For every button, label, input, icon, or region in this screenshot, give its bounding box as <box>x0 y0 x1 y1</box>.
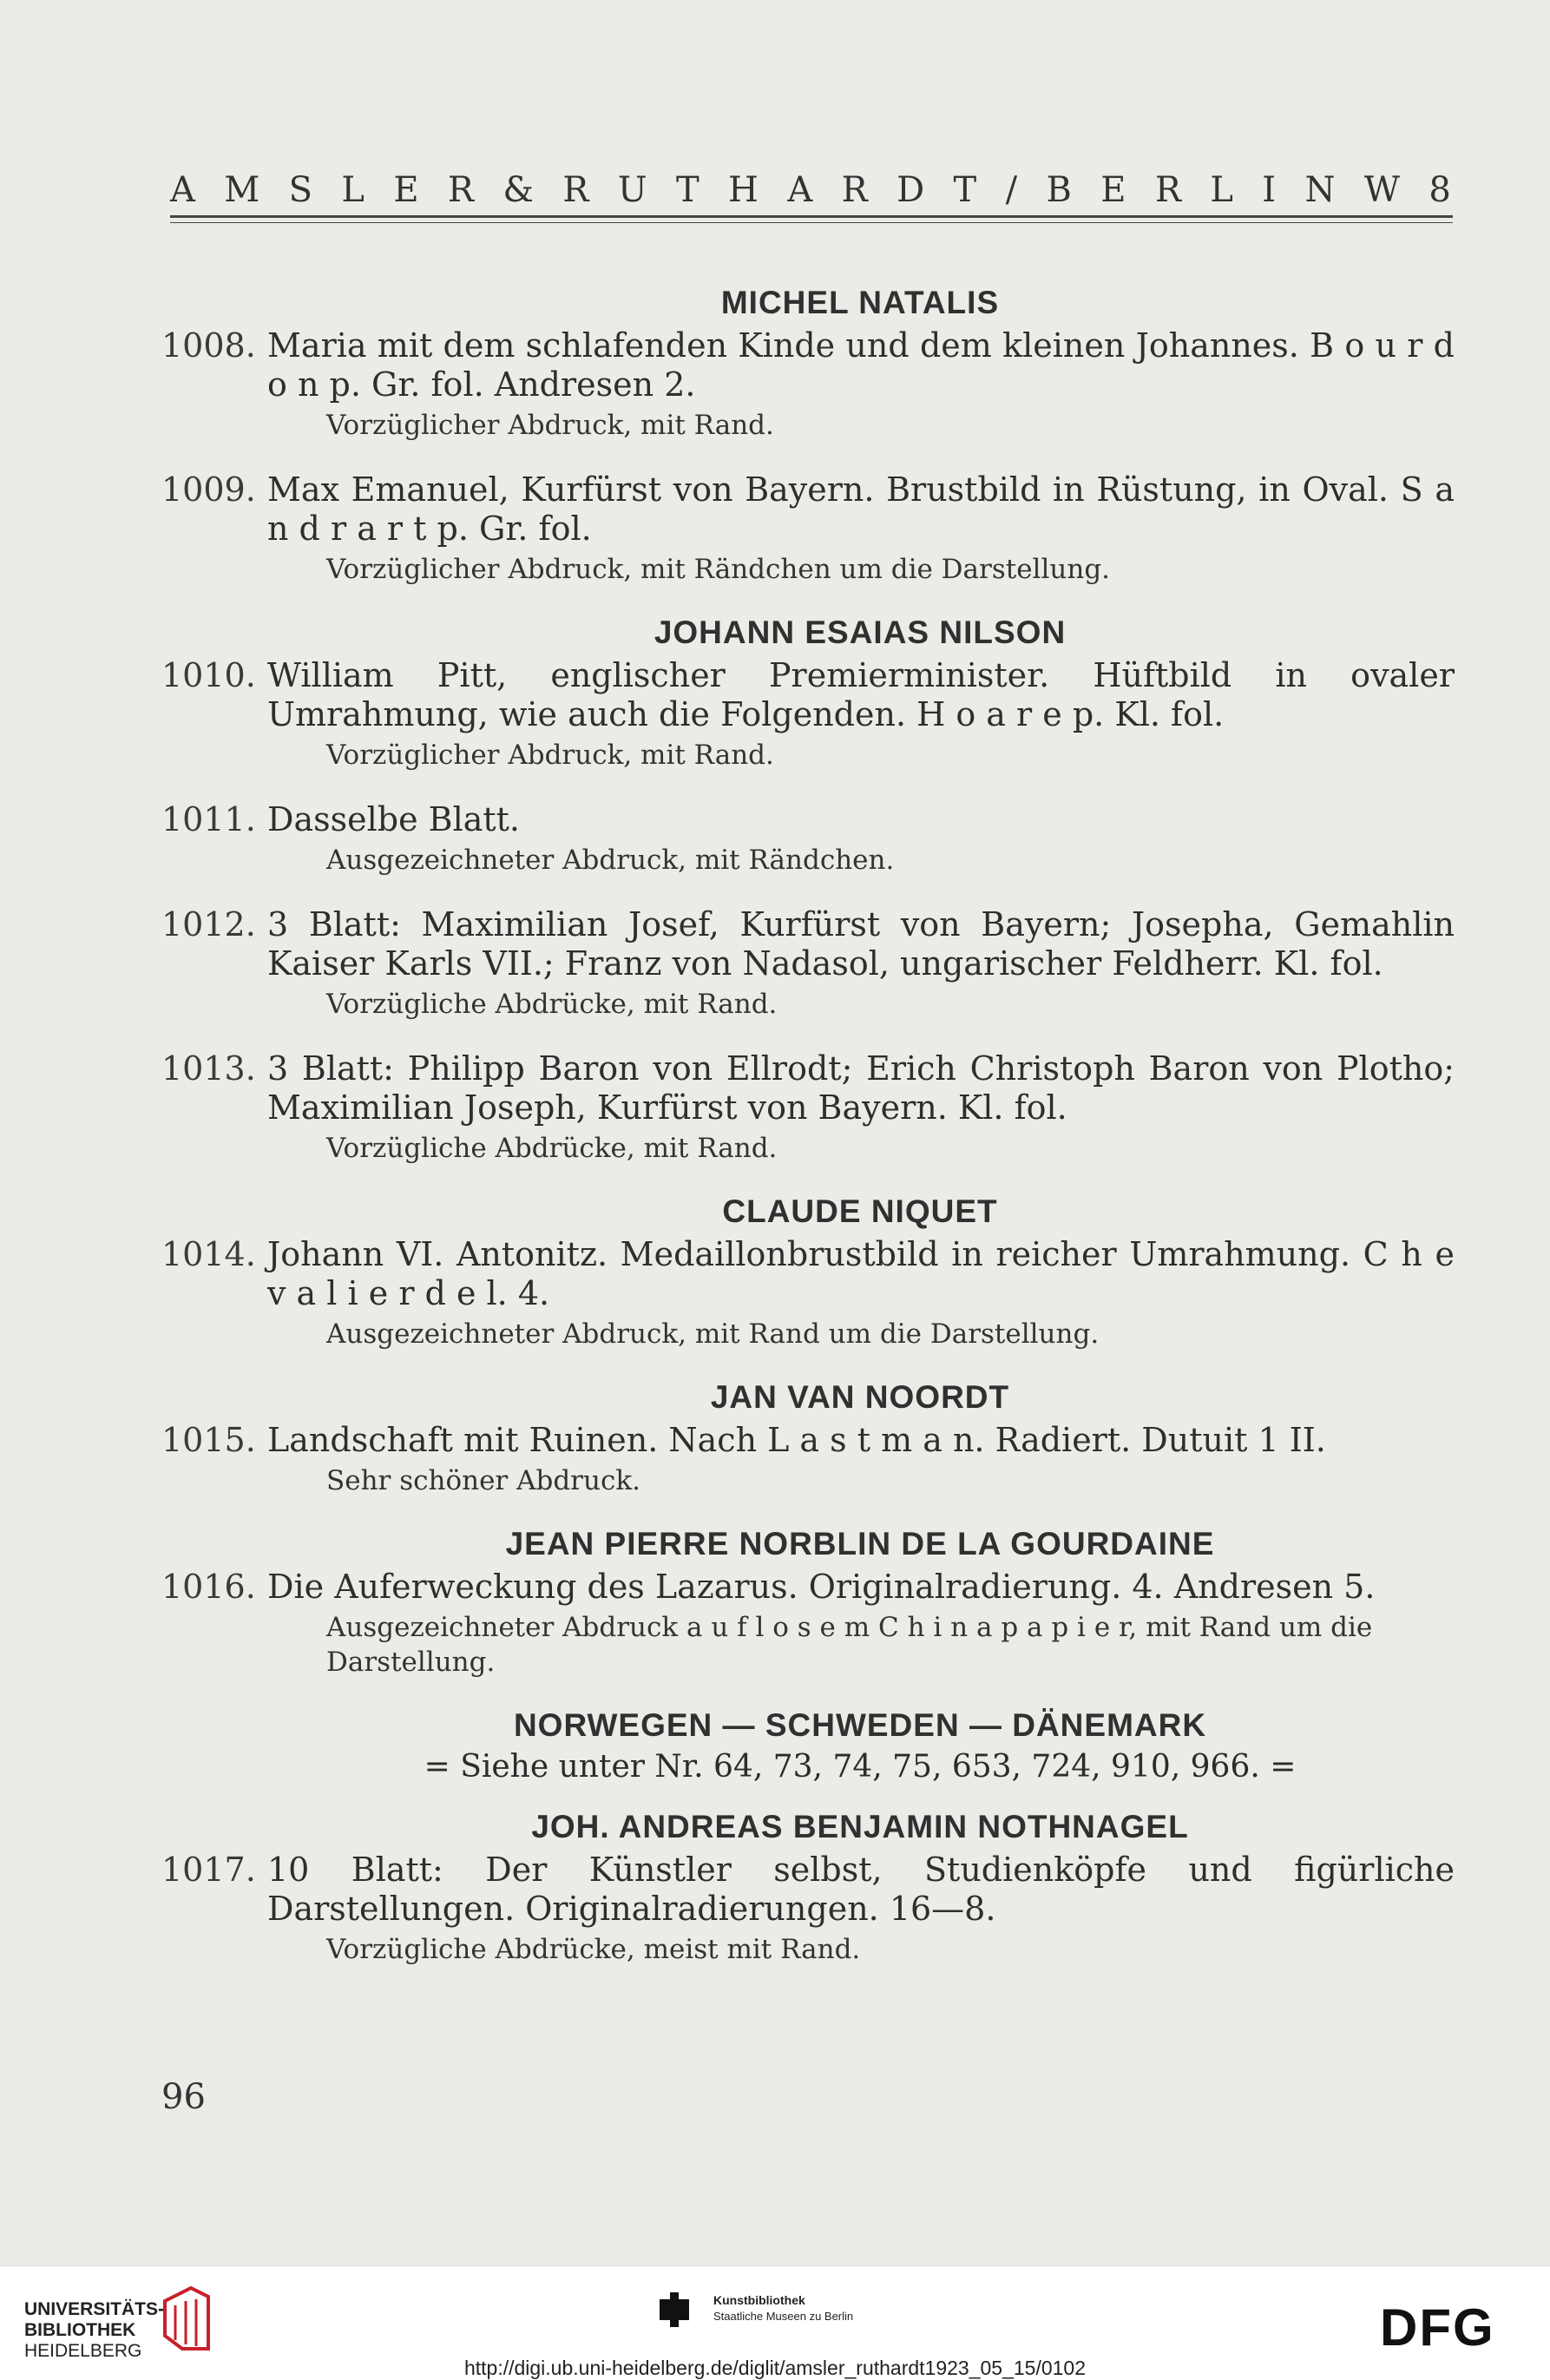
header-letter: A <box>787 170 815 210</box>
catalog-content <box>161 278 1455 1995</box>
entry-title: 3 Blatt: Maximilian Josef, Kurfürst von Bayern; Josepha, Gemahlin Kaiser Karls VII.; Franz von Nadasol, ungarischer Feldherr. Kl. fol. <box>267 905 1455 983</box>
entry-title: Johann VI. Antonitz. Medaillonbrustbild in reicher Umrahmung. C h e v a l i e r d e l. 4. <box>267 1235 1455 1312</box>
header-letter: A <box>170 170 197 210</box>
entry-number: 1013. <box>161 1049 256 1088</box>
entry-note: Ausgezeichneter Abdruck, mit Rand um die Darstellung. <box>326 1318 1100 1350</box>
catalog-entry <box>161 1851 1455 1967</box>
header-letter: R <box>447 170 476 210</box>
header-letter: L <box>341 170 366 210</box>
entry-note: Ausgezeichneter Abdruck a u f l o s e m C h i n a p a p i e r, mit Rand um die Darstellung. <box>326 1612 1373 1678</box>
running-header <box>170 170 1453 214</box>
header-letter: D <box>897 170 927 210</box>
dfg-logo: DFG <box>1380 2298 1495 2357</box>
header-letter: W <box>1363 170 1402 210</box>
artist-heading: JEAN PIERRE NORBLIN DE LA GOURDAINE <box>505 1526 1215 1561</box>
entry-note: Vorzügliche Abdrücke, mit Rand. <box>326 1133 778 1164</box>
entry-number: 1015. <box>161 1421 256 1459</box>
header-letter: B <box>1046 170 1074 210</box>
catalog-entry <box>161 656 1455 773</box>
catalog-entry <box>161 1421 1455 1498</box>
artist-heading: JOH. ANDREAS BENJAMIN NOTHNAGEL <box>531 1809 1189 1844</box>
entry-title: Maria mit dem schlafenden Kinde und dem kleinen Johannes. B o u r d o n p. Gr. fol. Andresen 2. <box>267 326 1455 404</box>
header-letter: / <box>1005 170 1020 210</box>
header-letter: N <box>1304 170 1337 210</box>
entry-note: Sehr schöner Abdruck. <box>326 1465 640 1496</box>
catalog-entry <box>161 470 1455 587</box>
kb-line: Kunstbibliothek <box>713 2293 805 2307</box>
entry-note: Vorzügliche Abdrücke, meist mit Rand. <box>326 1934 861 1965</box>
artist-heading: JOHANN ESAIAS NILSON <box>653 615 1067 650</box>
entry-number: 1017. <box>161 1851 256 1889</box>
header-letter: E <box>1100 170 1128 210</box>
kunstbibliothek-label <box>713 2292 853 2324</box>
header-letter: U <box>617 170 649 210</box>
entry-title: 10 Blatt: Der Künstler selbst, Studienköpfe und figürliche Darstellungen. Originalradierungen. 16—8. <box>267 1851 1455 1928</box>
catalog-entry <box>161 1568 1455 1680</box>
entry-number: 1009. <box>161 470 256 509</box>
digitization-footer <box>0 2265 1550 2380</box>
entry-title: Die Auferweckung des Lazarus. Originalradierung. 4. Andresen 5. <box>267 1568 1376 1606</box>
entry-title: William Pitt, englischer Premierminister. Hüftbild in ovaler Umrahmung, wie auch die Folgenden. H o a r e p. Kl. fol. <box>267 656 1455 733</box>
entry-note: Ausgezeichneter Abdruck, mit Rändchen. <box>326 845 895 876</box>
permalink-url[interactable]: http://digi.ub.uni-heidelberg.de/diglit/amsler_ruthardt1923_05_15/0102 <box>463 2357 1087 2379</box>
header-letter: L <box>1210 170 1235 210</box>
library-line: HEIDELBERG <box>24 2341 142 2361</box>
artist-section <box>161 1379 1455 1498</box>
header-letter: R <box>841 170 870 210</box>
artist-heading: JAN VAN NOORDT <box>710 1379 1010 1415</box>
header-letter: R <box>1154 170 1183 210</box>
artist-section <box>161 615 1455 1166</box>
cross-reference: = Siehe unter Nr. 64, 73, 74, 75, 653, 724, 910, 966. = <box>424 1749 1297 1785</box>
library-logo-icon <box>156 2284 217 2353</box>
kb-line: Staatliche Museen zu Berlin <box>713 2310 854 2323</box>
catalog-entry <box>161 905 1455 1022</box>
entry-number: 1012. <box>161 905 256 943</box>
artist-heading: MICHEL NATALIS <box>720 285 1000 320</box>
library-name <box>24 2299 164 2362</box>
catalog-entry <box>161 1049 1455 1166</box>
entry-title: Max Emanuel, Kurfürst von Bayern. Brustbild in Rüstung, in Oval. S a n d r a r t p. Gr. fol. <box>267 470 1455 548</box>
country-section <box>161 1707 1455 1785</box>
header-letter: I <box>1262 170 1278 210</box>
header-letter: T <box>675 170 701 210</box>
section-heading: NORWEGEN — SCHWEDEN — DÄNEMARK <box>513 1707 1207 1743</box>
library-line: UNIVERSITÄTS- <box>24 2299 165 2319</box>
entry-note: Vorzüglicher Abdruck, mit Rand. <box>326 740 774 771</box>
header-letter: S <box>288 170 315 210</box>
catalog-entry <box>161 1235 1455 1351</box>
entry-note: Vorzüglicher Abdruck, mit Rändchen um die Darstellung. <box>326 554 1111 585</box>
header-letter: H <box>728 170 760 210</box>
entry-number: 1010. <box>161 656 256 694</box>
artist-section <box>161 285 1455 587</box>
header-rule-thin <box>170 222 1453 223</box>
entry-number: 1008. <box>161 326 256 365</box>
entry-title: Landschaft mit Ruinen. Nach L a s t m a n. Radiert. Dutuit 1 II. <box>267 1421 1326 1459</box>
header-letter: R <box>562 170 591 210</box>
entry-note: Vorzügliche Abdrücke, mit Rand. <box>326 989 778 1020</box>
entry-title: 3 Blatt: Philipp Baron von Ellrodt; Erich Christoph Baron von Plotho; Maximilian Joseph, Kurfürst von Bayern. Kl. fol. <box>267 1049 1455 1127</box>
catalog-entry <box>161 800 1455 878</box>
entry-note: Vorzüglicher Abdruck, mit Rand. <box>326 410 774 441</box>
entry-number: 1016. <box>161 1568 256 1606</box>
header-letter: M <box>224 170 262 210</box>
catalog-entry <box>161 326 1455 443</box>
header-letter: 8 <box>1428 170 1453 210</box>
entry-number: 1011. <box>161 800 256 838</box>
page-number: 96 <box>161 2077 206 2117</box>
artist-section <box>161 1526 1455 1680</box>
artist-section <box>161 1809 1455 1967</box>
library-line: BIBLIOTHEK <box>24 2320 136 2340</box>
entry-number: 1014. <box>161 1235 256 1273</box>
header-rule-thick <box>170 215 1453 218</box>
artist-section <box>161 1193 1455 1351</box>
entry-title: Dasselbe Blatt. <box>267 800 521 838</box>
artist-heading: CLAUDE NIQUET <box>722 1193 998 1229</box>
header-letter: T <box>953 170 979 210</box>
kunstbibliothek-logo-icon <box>660 2292 689 2327</box>
header-letter: & <box>502 170 536 210</box>
header-letter: E <box>393 170 421 210</box>
